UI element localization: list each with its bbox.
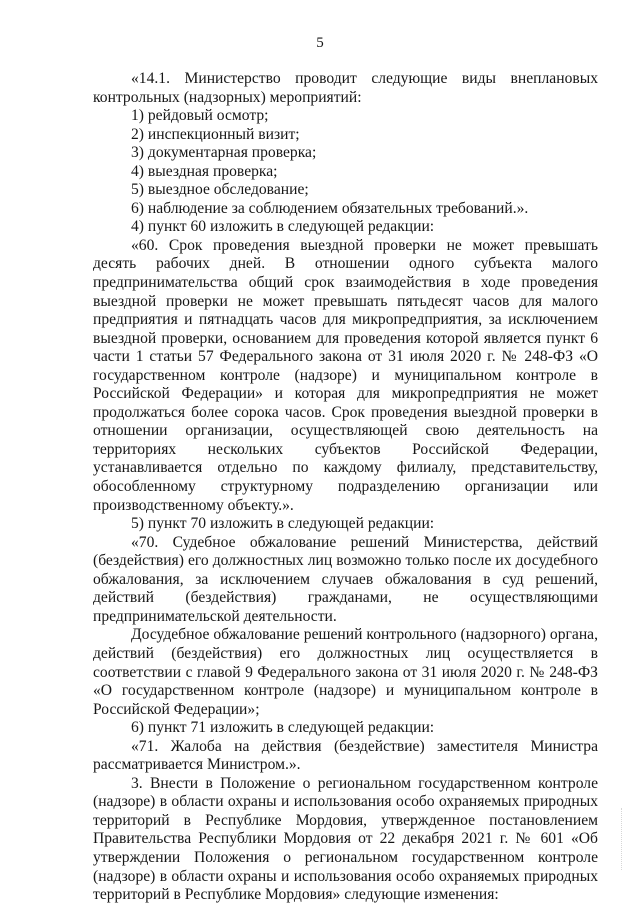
section-3-intro: 3. Внести в Положение о региональном государственном контроле (надзоре) в области охраны и использования особо охраняемых природных территорий в Республике Мордовия, утвержденное постановлением Правительства Республики Мордовия от 22 декабря 2021 г. № 601 «Об утверждении Положения о региональном государственном контроле (надзоре) в области охраны и использования особо охраняемых природных территорий в Республике Мордовия» следующие изменения: bbox=[93, 774, 598, 904]
paragraph-70-second: Досудебное обжалование решений контрольного (надзорного) органа, действий (бездействия) его должностных лиц осуществляется в соответствии с главой 9 Федерального закона от 31 июля 2020 г. № 248-ФЗ «О государственном контроле (надзоре) и муниципальном контроле в Российской Федерации»; bbox=[93, 626, 598, 718]
paragraph-70: «70. Судебное обжалование решений Министерства, действий (бездействия) его должностных лиц возможно только после их досудебного обжалования, за исключением случаев обжалования в суд решений, действий (бездействия) гражданами, не осуществляющими предпринимательской деятельности. bbox=[93, 533, 598, 625]
page-number: 5 bbox=[316, 35, 324, 51]
list-item: 3) документарная проверка; bbox=[131, 144, 317, 162]
amendment-item-6: 6) пункт 71 изложить в следующей редакции: bbox=[131, 719, 435, 737]
list-item: 5) выездное обследование; bbox=[131, 181, 309, 199]
paragraph-14-1-intro: «14.1. Министерство проводит следующие виды внеплановых контрольных (надзорных) мероприятий: bbox=[93, 70, 598, 106]
amendment-item-4: 4) пункт 60 изложить в следующей редакции: bbox=[131, 218, 435, 236]
document-body bbox=[93, 70, 598, 905]
list-item: 1) рейдовый осмотр; bbox=[131, 107, 269, 125]
paragraph-71: «71. Жалоба на действия (бездействие) заместителя Министра рассматривается Министром.». bbox=[93, 737, 598, 774]
list-item: 4) выездная проверка; bbox=[131, 162, 278, 180]
scan-margin-mark bbox=[621, 808, 632, 870]
amendment-item-5: 5) пункт 70 изложить в следующей редакции: bbox=[131, 515, 435, 533]
paragraph-60: «60. Срок проведения выездной проверки не может превышать десять рабочих дней. В отношении одного субъекта малого предпринимательства общий срок взаимодействия в ходе проведения выездной проверки не может превышать пятьдесят часов для малого предприятия и пятнадцать часов для микропредприятия, за исключением выездной проверки, основанием для проведения которой является пункт 6 части 1 статьи 57 Федерального закона от 31 июля 2020 г. № 248-ФЗ «О государственном контроле (надзоре) и муниципальном контроле в Российской Федерации» и которая для микропредприятия не может продолжаться более сорока часов. Срок проведения выездной проверки в отношении организации, осуществляющей свою деятельность на территориях нескольких субъектов Российской Федерации, устанавливается отдельно по каждому филиалу, представительству, обособленному структурному подразделению организации или производственному объекту.». bbox=[93, 236, 598, 514]
list-item: 6) наблюдение за соблюдением обязательных требований.». bbox=[131, 199, 529, 217]
list-item: 2) инспекционный визит; bbox=[131, 125, 300, 143]
